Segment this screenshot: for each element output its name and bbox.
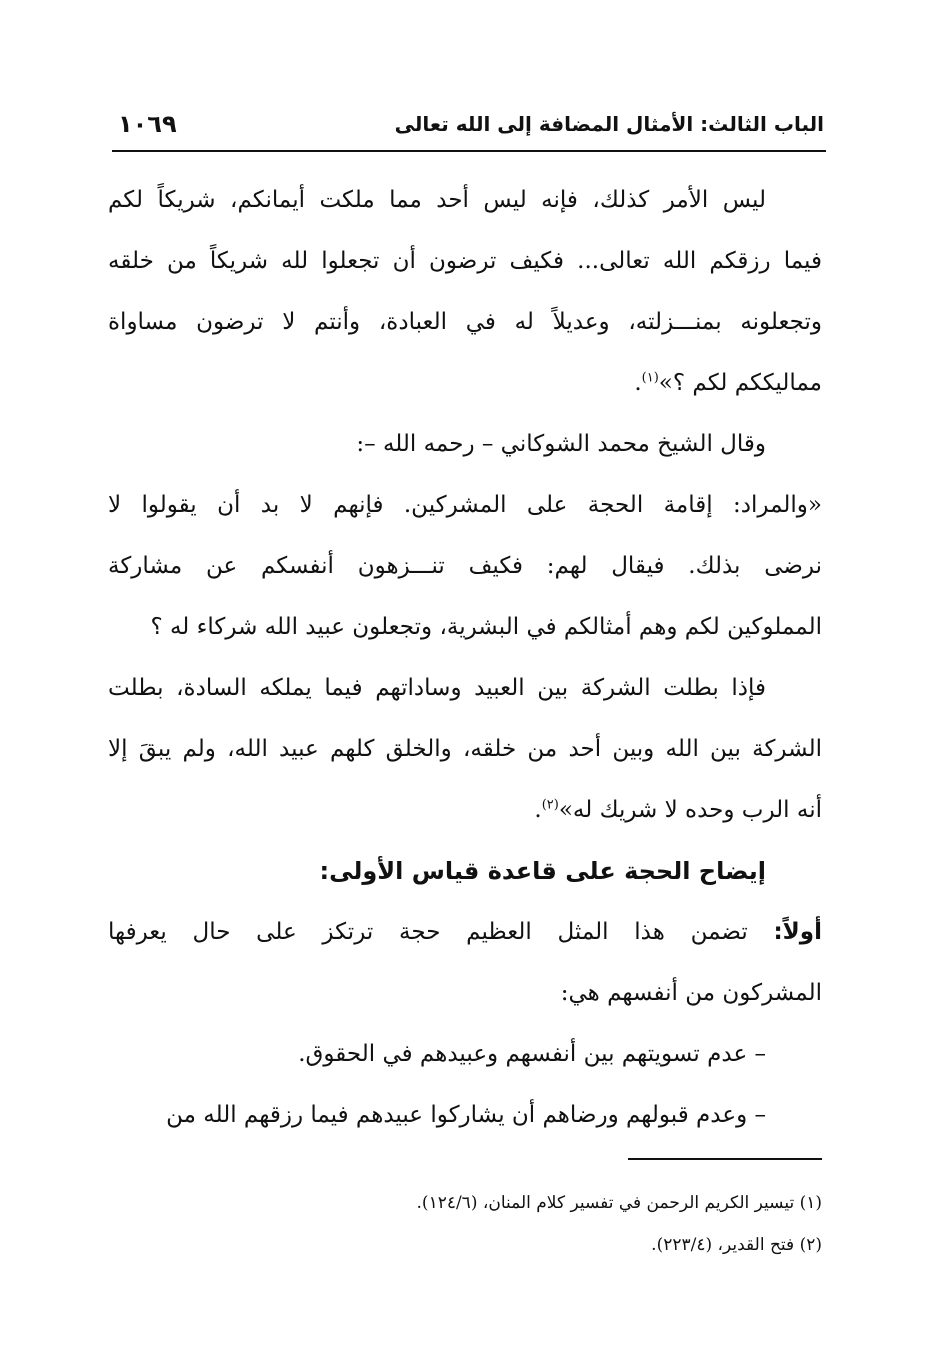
list-item: – عدم تسويتهم بين أنفسهم وعبيدهم في الحقوق.: [298, 1041, 766, 1067]
list-item: – وعدم قبولهم ورضاهم أن يشاركوا عبيدهم فيما رزقهم الله من: [166, 1102, 766, 1128]
body-line: أنه الرب وحده لا شريك له»$^{(٢)}$.: [534, 797, 822, 823]
footnote-rule: [628, 1158, 822, 1160]
body-line: المشركون من أنفسهم هي:: [560, 980, 822, 1006]
body-line: فيما رزقكم الله تعالى... فكيف ترضون أن تجعلوا لله شريكاً من خلقه: [108, 248, 822, 274]
body-line: المملوكين لكم وهم أمثالكم في البشرية، وتجعلون عبيد الله شركاء له ؟: [150, 614, 822, 640]
body-line: أولاً: تضمن هذا المثل العظيم حجة ترتكز على حال يعرفها: [108, 919, 822, 945]
body-line: «والمراد: إقامة الحجة على المشركين. فإنهم لا بد أن يقولوا لا: [108, 492, 822, 518]
footnote-marker: (٢): [541, 797, 559, 813]
footnote: (١) تيسير الكريم الرحمن في تفسير كلام المنان، (١٢٤/٦).: [416, 1193, 822, 1213]
body-line: مماليككم لكم ؟»$^{(١)}$.: [634, 370, 822, 396]
point-label: أولاً:: [773, 919, 822, 945]
body-line: وتجعلونه بمنـــزلته، وعديلاً له في العبادة، وأنتم لا ترضون مساواة: [108, 309, 822, 335]
header-rule: [112, 150, 826, 152]
page-number: ١٠٦٩: [118, 110, 177, 138]
footnotes: [108, 1182, 822, 1266]
section-heading: إيضاح الحجة على قاعدة قياس الأولى:: [319, 857, 766, 885]
footnote: (٢) فتح القدير، (٢٢٣/٤).: [651, 1235, 822, 1255]
body-line: وقال الشيخ محمد الشوكاني – رحمه الله –:: [356, 431, 766, 457]
body-line: نرضى بذلك. فيقال لهم: فكيف تنـــزهون أنفسكم عن مشاركة: [108, 553, 822, 579]
body-line: فإذا بطلت الشركة بين العبيد وساداتهم فيما يملكه السادة، بطلت: [108, 675, 766, 701]
page-header: [112, 108, 824, 148]
footnote-marker: (١): [641, 370, 659, 386]
body-line: ليس الأمر كذلك، فإنه ليس أحد مما ملكت أيمانكم، شريكاً لكم: [108, 187, 766, 213]
body-text: [108, 170, 822, 1146]
running-title: الباب الثالث: الأمثال المضافة إلى الله تعالى: [394, 112, 824, 136]
body-line: الشركة بين الله وبين أحد من خلقه، والخلق كلهم عبيد الله، ولم يبقَ إلا: [108, 736, 822, 762]
